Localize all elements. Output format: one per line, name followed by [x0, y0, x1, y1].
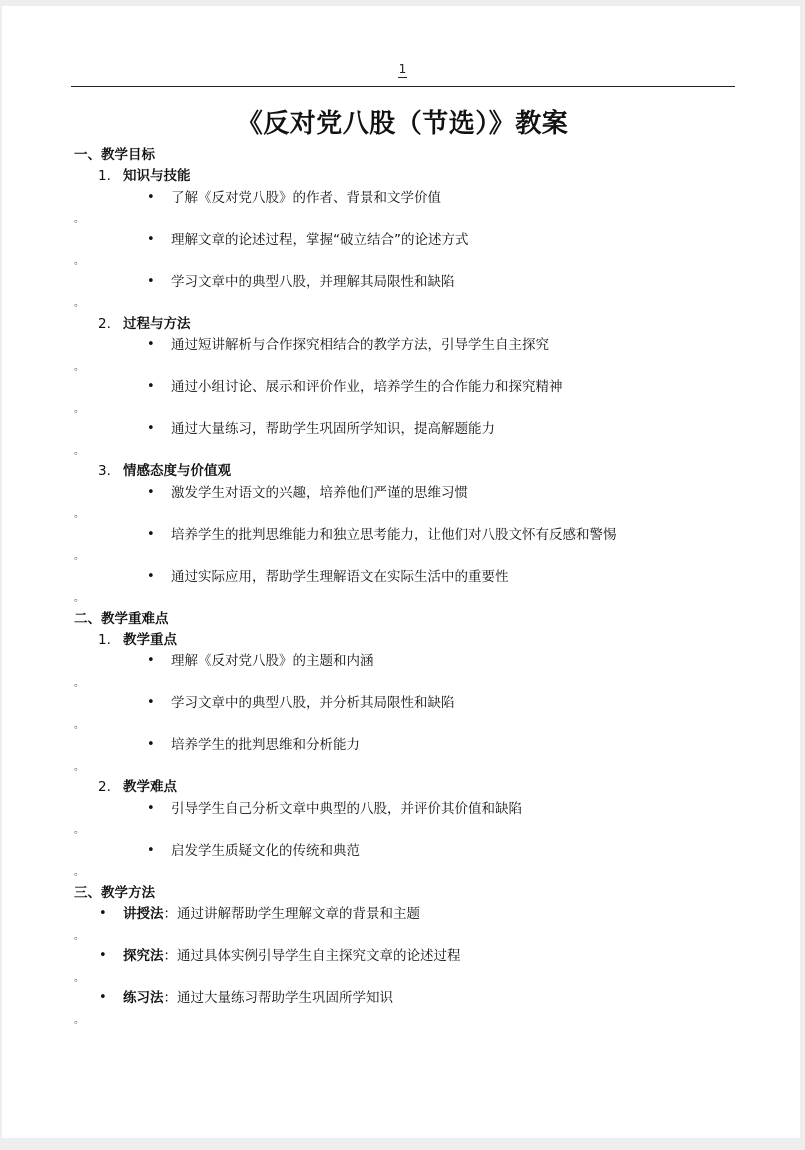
list-item: 培养学生的批判思维能力和独立思考能力，让他们对八股文怀有反感和警惕	[171, 527, 617, 543]
bullet-glyph: •	[147, 801, 155, 816]
bullet-glyph: •	[99, 948, 107, 963]
bullet-glyph: •	[147, 527, 155, 542]
method-text: 通过讲解帮助学生理解文章的背景和主题	[177, 906, 420, 922]
method-label: 练习法	[123, 990, 164, 1006]
list-item: 通过实际应用，帮助学生理解语文在实际生活中的重要性	[171, 569, 509, 585]
method-separator: ：	[163, 948, 177, 964]
bullet-glyph: •	[99, 990, 107, 1005]
trailing-mark: 。	[74, 593, 84, 604]
method-label: 探究法	[123, 948, 164, 964]
list-number: 2.	[98, 779, 111, 795]
trailing-mark: 。	[74, 1015, 84, 1026]
bullet-glyph: •	[147, 485, 155, 500]
method-text: 通过大量练习帮助学生巩固所学知识	[177, 990, 393, 1006]
bullet-glyph: •	[147, 337, 155, 352]
trailing-mark: 。	[74, 509, 84, 520]
header-rule	[71, 86, 735, 87]
subsection-heading: 教学难点	[123, 779, 177, 795]
trailing-mark: 。	[74, 973, 84, 984]
list-item: 激发学生对语文的兴趣，培养他们严谨的思维习惯	[171, 485, 468, 501]
bullet-glyph: •	[147, 232, 155, 247]
subsection-heading: 情感态度与价值观	[123, 463, 231, 479]
subsection-heading: 过程与方法	[123, 316, 191, 332]
method-item	[123, 947, 461, 965]
list-item: 培养学生的批判思维和分析能力	[171, 737, 360, 753]
bullet-glyph: •	[147, 421, 155, 436]
trailing-mark: 。	[74, 298, 84, 309]
list-number: 1.	[98, 168, 111, 184]
bullet-glyph: •	[147, 569, 155, 584]
list-item: 通过小组讨论、展示和评价作业，培养学生的合作能力和探究精神	[171, 379, 563, 395]
method-item	[123, 905, 420, 923]
method-label: 讲授法	[123, 906, 164, 922]
list-item: 启发学生质疑文化的传统和典范	[171, 843, 360, 859]
section-heading: 二、教学重难点	[74, 611, 169, 627]
trailing-mark: 。	[74, 214, 84, 225]
method-separator: ：	[163, 906, 177, 922]
trailing-mark: 。	[74, 678, 84, 689]
trailing-mark: 。	[74, 762, 84, 773]
section-heading: 三、教学方法	[74, 885, 155, 901]
document-title: 《反对党八股（节选）》教案	[236, 109, 569, 139]
list-item: 了解《反对党八股》的作者、背景和文学价值	[171, 190, 441, 206]
method-item	[123, 989, 393, 1007]
list-item: 引导学生自己分析文章中典型的八股，并评价其价值和缺陷	[171, 801, 522, 817]
method-separator: ：	[163, 990, 177, 1006]
page-number: 1	[398, 62, 407, 76]
subsection-heading: 知识与技能	[123, 168, 191, 184]
trailing-mark: 。	[74, 867, 84, 878]
trailing-mark: 。	[74, 404, 84, 415]
trailing-mark: 。	[74, 825, 84, 836]
bullet-glyph: •	[147, 379, 155, 394]
list-item: 学习文章中的典型八股，并理解其局限性和缺陷	[171, 274, 455, 290]
trailing-mark: 。	[74, 551, 84, 562]
list-item: 学习文章中的典型八股，并分析其局限性和缺陷	[171, 695, 455, 711]
trailing-mark: 。	[74, 720, 84, 731]
bullet-glyph: •	[147, 190, 155, 205]
list-item: 通过短讲解析与合作探究相结合的教学方法，引导学生自主探究	[171, 337, 549, 353]
bullet-glyph: •	[147, 695, 155, 710]
bullet-glyph: •	[147, 274, 155, 289]
list-number: 2.	[98, 316, 111, 332]
list-number: 3.	[98, 463, 111, 479]
bullet-glyph: •	[99, 906, 107, 921]
bullet-glyph: •	[147, 843, 155, 858]
list-number: 1.	[98, 632, 111, 648]
trailing-mark: 。	[74, 362, 84, 373]
list-item: 理解文章的论述过程，掌握“破立结合”的论述方式	[171, 232, 469, 248]
bullet-glyph: •	[147, 653, 155, 668]
list-item: 理解《反对党八股》的主题和内涵	[171, 653, 374, 669]
bullet-glyph: •	[147, 737, 155, 752]
subsection-heading: 教学重点	[123, 632, 177, 648]
trailing-mark: 。	[74, 256, 84, 267]
trailing-mark: 。	[74, 446, 84, 457]
trailing-mark: 。	[74, 931, 84, 942]
list-item: 通过大量练习，帮助学生巩固所学知识，提高解题能力	[171, 421, 495, 437]
section-heading: 一、教学目标	[74, 147, 155, 163]
method-text: 通过具体实例引导学生自主探究文章的论述过程	[177, 948, 461, 964]
